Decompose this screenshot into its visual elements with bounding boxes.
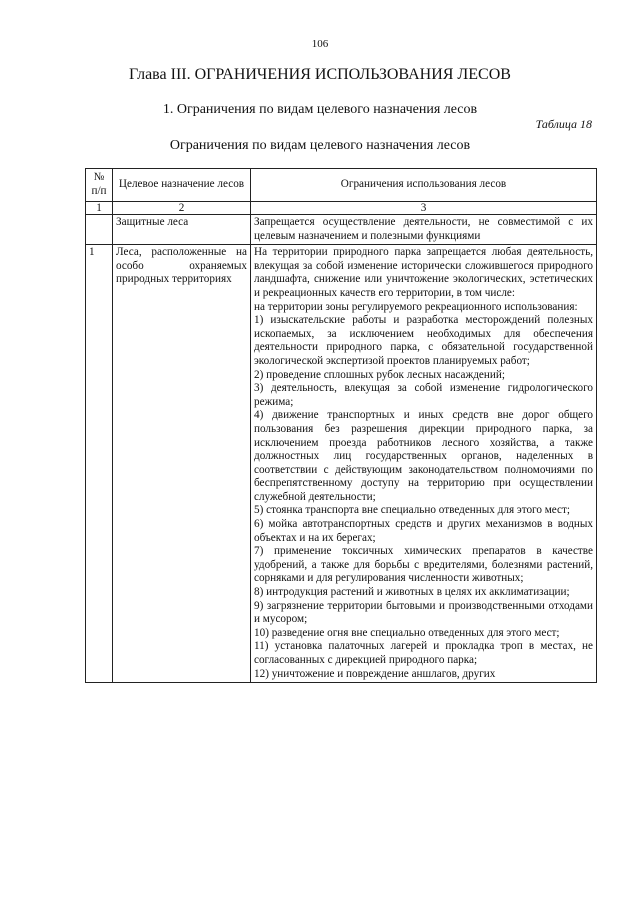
- column-number-row: [86, 202, 597, 215]
- table-header-row: [86, 169, 597, 202]
- row-number: [86, 215, 113, 245]
- restriction-item: 4) движение транспортных и иных средств вне дорог общего пользования без разрешения дирекции природного парка, за исключением проезда работников лесного хозяйства, а также должностных лиц государственных органов, наделенных в соответствии с действующим законодательством полномочиями по беспрепятственному доступу на территорию при осуществлении служебной деятельности;: [254, 409, 593, 503]
- restriction-item: 6) мойка автотранспортных средств и других механизмов в водных объектах и на их берегах;: [254, 518, 593, 544]
- restriction-item: 1) изыскательские работы и разработка месторождений полезных ископаемых, за исключением необходимых для обеспечения деятельности природного парка, с обязательной государственной экологической экспертизой проектов планируемых работ;: [254, 314, 593, 367]
- restriction-item: 11) установка палаточных лагерей и прокладка троп в местах, не согласованных с дирекцией природного парка;: [254, 640, 593, 666]
- section-title: 1. Ограничения по видам целевого назначения лесов: [162, 102, 478, 117]
- header-restrictions: Ограничения использования лесов: [251, 169, 597, 202]
- restrictions-table: [85, 168, 597, 683]
- header-purpose: Целевое назначение лесов: [113, 169, 251, 202]
- purpose-cell: Леса, расположенные на особо охраняемых природных территориях: [113, 245, 251, 683]
- table-row: [86, 215, 597, 245]
- column-number: 3: [251, 202, 597, 215]
- restriction-item: На территории природного парка запрещается любая деятельность, влекущая за собой изменение исторически сложившегося природного ландшафта, снижение или уничтожение экологических, эстетических и рекреационных качеств его территории, в том числе:: [254, 246, 593, 299]
- restriction-item: 8) интродукция растений и животных в целях их акклиматизации;: [254, 586, 570, 599]
- restriction-cell: [251, 245, 597, 683]
- chapter-title: Глава III. ОГРАНИЧЕНИЯ ИСПОЛЬЗОВАНИЯ ЛЕСОВ: [129, 66, 511, 83]
- restriction-item: 5) стоянка транспорта вне специально отведенных для этого мест;: [254, 504, 571, 517]
- restriction-item: 7) применение токсичных химических препаратов в качестве удобрений, а также для борьбы с вредителями, болезнями растений, сорняками и для регулирования численности животных;: [254, 545, 593, 585]
- table-title: Ограничения по видам целевого назначения лесов: [169, 138, 471, 153]
- restriction-item: 10) разведение огня вне специально отведенных для этого мест;: [254, 626, 560, 639]
- restriction-cell: Запрещается осуществление деятельности, не совместимой с их целевым назначением и полезными функциями: [251, 215, 597, 245]
- column-number: 2: [113, 202, 251, 215]
- column-number: 1: [86, 202, 113, 215]
- restriction-paragraphs: [254, 246, 593, 681]
- restriction-item: на территории зоны регулируемого рекреационного использования:: [254, 300, 578, 313]
- restriction-item: 3) деятельность, влекущая за собой изменение гидрологического режима;: [254, 382, 593, 408]
- header-number: № п/п: [86, 169, 113, 202]
- restriction-item: 9) загрязнение территории бытовыми и производственными отходами и мусором;: [254, 599, 593, 626]
- page-number: 106: [311, 38, 329, 50]
- row-number: 1: [86, 245, 113, 683]
- purpose-cell: Защитные леса: [113, 215, 251, 245]
- table-row: [86, 245, 597, 683]
- restriction-item: 12) уничтожение и повреждение аншлагов, других: [254, 667, 496, 680]
- table-label: Таблица 18: [535, 117, 592, 131]
- restriction-item: 2) проведение сплошных рубок лесных насаждений;: [254, 368, 505, 381]
